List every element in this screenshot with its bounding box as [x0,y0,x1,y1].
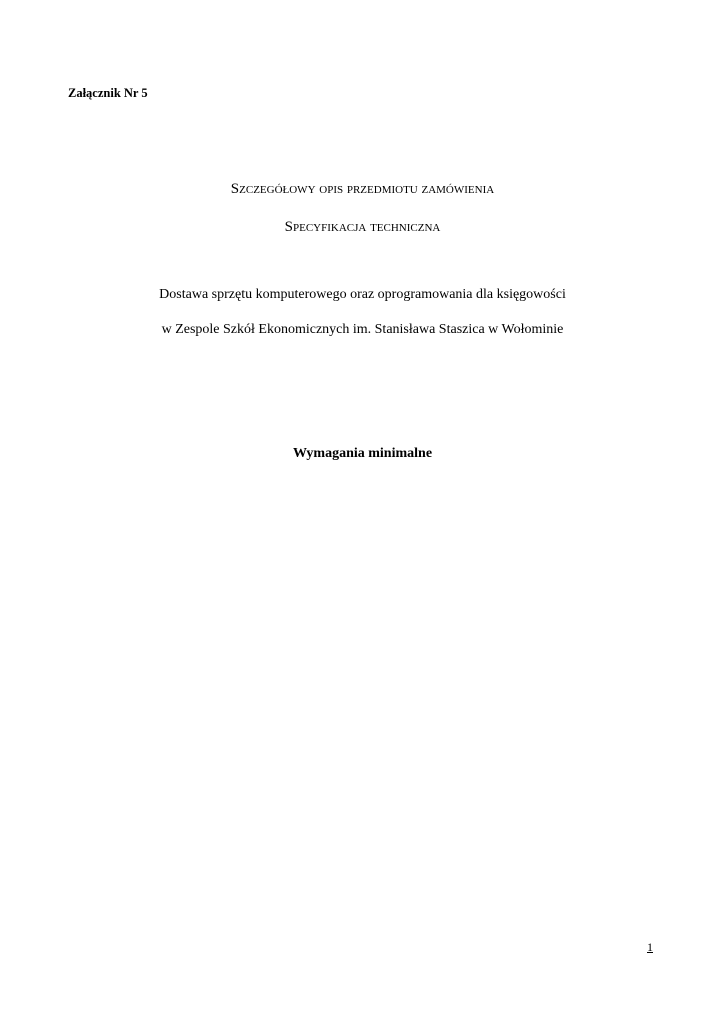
annex-label: Załącznik Nr 5 [68,86,148,100]
subject-line-2: w Zespole Szkół Ekonomicznych im. Stanisława Staszica w Wołominie [161,322,564,337]
document-title: Szczegółowy opis przedmiotu zamówienia [230,181,495,197]
document-subtitle: Specyfikacja techniczna [284,219,441,235]
subject-line-1: Dostawa sprzętu komputerowego oraz oprogramowania dla księgowości [159,287,566,302]
page-number: 1 [647,940,653,954]
section-heading: Wymagania minimalne [292,446,433,461]
